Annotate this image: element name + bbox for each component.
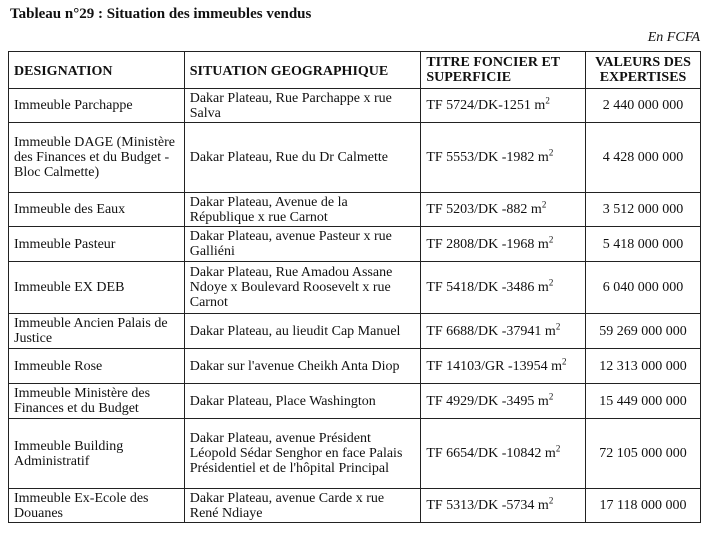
titre-text: TF 6654/DK -10842 m [426,446,556,461]
cell-titre [421,314,586,349]
cell-designation: Immeuble Rose [9,349,185,384]
cell-titre [421,419,586,489]
cell-designation: Immeuble DAGE (Ministère des Finances et du Budget - Bloc Calmette) [9,123,185,193]
cell-designation: Immeuble Pasteur [9,227,185,262]
table-title: Tableau n°29 : Situation des immeubles vendus [10,6,312,22]
cell-designation: Immeuble Building Administratif [9,419,185,489]
table-row [9,262,701,314]
immeubles-table [8,51,701,523]
header-situation: SITUATION GEOGRAPHIQUE [184,52,421,89]
table-row [9,384,701,419]
titre-text: TF 5418/DK -3486 m [426,280,549,295]
cell-situation: Dakar sur l'avenue Cheikh Anta Diop [184,349,421,384]
titre-text: TF 5553/DK -1982 m [426,150,549,165]
cell-designation: Immeuble EX DEB [9,262,185,314]
cell-situation: Dakar Plateau, Rue Parchappe x rue Salva [184,89,421,123]
cell-designation: Immeuble Ministère des Finances et du Budget [9,384,185,419]
cell-titre [421,349,586,384]
cell-valeur: 5 418 000 000 [586,227,701,262]
header-titre: TITRE FONCIER ET SUPERFICIE [421,52,586,89]
unit-exponent: 2 [555,443,561,454]
cell-titre [421,89,586,123]
table-row [9,193,701,227]
unit-exponent: 2 [548,277,554,288]
unit-exponent: 2 [541,199,547,210]
cell-situation: Dakar Plateau, Rue du Dr Calmette [184,123,421,193]
cell-designation: Immeuble Parchappe [9,89,185,123]
cell-situation: Dakar Plateau, Rue Amadou Assane Ndoye x Boulevard Roosevelt x rue Carnot [184,262,421,314]
cell-designation: Immeuble Ex-Ecole des Douanes [9,489,185,523]
unit-exponent: 2 [562,355,567,366]
currency-note: En FCFA [647,30,700,45]
cell-titre [421,227,586,262]
titre-text: TF 5203/DK -882 m [426,202,542,217]
cell-valeur: 59 269 000 000 [586,314,701,349]
cell-designation: Immeuble des Eaux [9,193,185,227]
table-row [9,489,701,523]
cell-situation: Dakar Plateau, au lieudit Cap Manuel [184,314,421,349]
cell-titre [421,193,586,227]
titre-text: TF 14103/GR -13954 m [426,358,563,374]
header-designation: DESIGNATION [9,52,185,89]
cell-valeur: 17 118 000 000 [586,489,701,523]
cell-titre [421,262,586,314]
cell-situation: Dakar Plateau, avenue Pasteur x rue Galliéni [184,227,421,262]
unit-exponent: 2 [555,320,561,331]
cell-valeur: 72 105 000 000 [586,419,701,489]
titre-text: TF 2808/DK -1968 m [426,236,549,252]
table-row [9,349,701,384]
header-valeurs: VALEURS DES EXPERTISES [586,52,701,89]
cell-situation: Dakar Plateau, avenue Carde x rue René Ndiaye [184,489,421,523]
header-row [9,52,701,89]
cell-situation: Dakar Plateau, Avenue de la République x rue Carnot [184,193,421,227]
cell-titre [421,384,586,419]
table-row [9,123,701,193]
cell-valeur: 15 449 000 000 [586,384,701,419]
titre-text: TF 4929/DK -3495 m [426,393,549,409]
titre-text: TF 5313/DK -5734 m [426,498,549,513]
cell-titre [421,123,586,193]
table-row [9,419,701,489]
unit-exponent: 2 [548,495,554,506]
table-row [9,227,701,262]
cell-valeur: 6 040 000 000 [586,262,701,314]
cell-situation: Dakar Plateau, Place Washington [184,384,421,419]
table-row [9,89,701,123]
titre-text: TF 5724/DK-1251 m [426,98,546,113]
unit-exponent: 2 [548,147,554,158]
cell-titre [421,489,586,523]
unit-exponent: 2 [545,95,550,106]
cell-valeur: 4 428 000 000 [586,123,701,193]
unit-exponent: 2 [548,390,554,401]
cell-valeur: 2 440 000 000 [586,89,701,123]
titre-text: TF 6688/DK -37941 m [426,323,556,339]
table-row [9,314,701,349]
cell-designation: Immeuble Ancien Palais de Justice [9,314,185,349]
cell-valeur: 3 512 000 000 [586,193,701,227]
cell-valeur: 12 313 000 000 [586,349,701,384]
unit-exponent: 2 [548,233,554,244]
cell-situation: Dakar Plateau, avenue Président Léopold Sédar Senghor en face Palais Présidentiel et de l'hôpital Principal [184,419,421,489]
